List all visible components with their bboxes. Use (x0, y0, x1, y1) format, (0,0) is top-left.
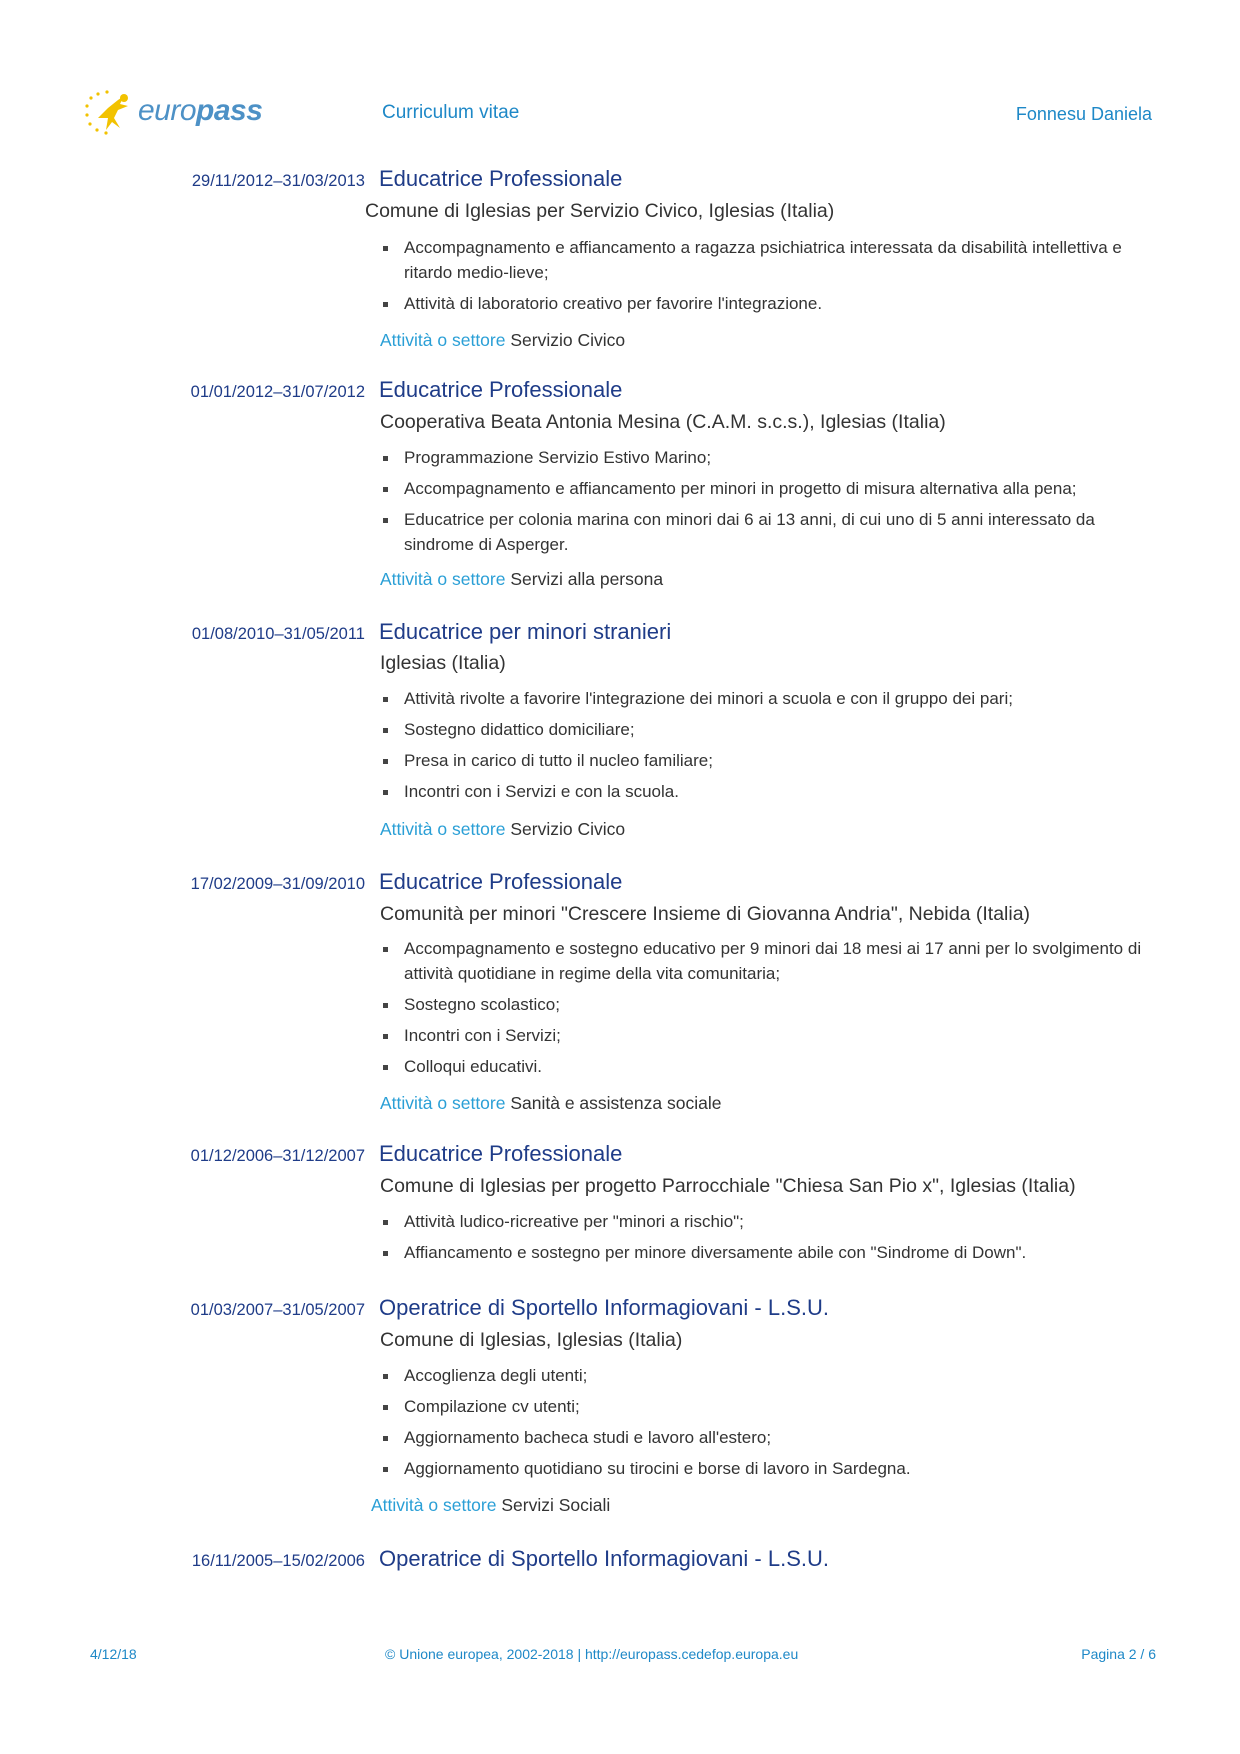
entry-date: 29/11/2012–31/03/2013 (191, 172, 365, 190)
entry-sector (380, 819, 625, 840)
entry-job-title: Operatrice di Sportello Informagiovani - L.S.U. (379, 1546, 829, 1571)
europass-logo (84, 88, 264, 136)
entry-employer: Cooperativa Beata Antonia Mesina (C.A.M. s.c.s.), Iglesias (Italia) (380, 411, 946, 433)
bullet-square-icon (383, 697, 388, 702)
entry-job-title: Educatrice Professionale (379, 377, 623, 402)
entry-job-title: Educatrice Professionale (379, 166, 623, 191)
bullet-square-icon (383, 487, 388, 492)
bullet-square-icon (383, 1467, 388, 1472)
entry-employer: Comune di Iglesias per Servizio Civico, Iglesias (Italia) (365, 200, 835, 222)
sector-value: Servizio Civico (510, 330, 626, 350)
bullet-square-icon (383, 1065, 388, 1070)
list-item: Accoglienza degli utenti; (382, 1363, 1162, 1388)
bullet-square-icon (383, 1034, 388, 1039)
bullet-square-icon (383, 1251, 388, 1256)
europass-star-figure-icon (84, 88, 144, 136)
entry-job-title: Educatrice Professionale (379, 869, 623, 894)
entry-sector (380, 1093, 721, 1114)
list-item: Accompagnamento e affiancamento per minori in progetto di misura alternativa alla pena; (382, 476, 1162, 501)
entry-date: 16/11/2005–15/02/2006 (191, 1552, 365, 1570)
entry-employer: Comunità per minori "Crescere Insieme di Giovanna Andria", Nebida (Italia) (380, 903, 1031, 925)
bullet-square-icon (383, 947, 388, 952)
entry-date: 17/02/2009–31/09/2010 (190, 875, 365, 893)
entry-sector (380, 569, 663, 590)
list-item: Compilazione cv utenti; (382, 1394, 1162, 1419)
sector-value: Sanità e assistenza sociale (510, 1093, 722, 1113)
europass-wordmark: europass (138, 94, 263, 127)
page-header (0, 80, 1240, 140)
sector-label: Attività o settore (371, 1495, 497, 1515)
list-item: Incontri con i Servizi e con la scuola. (382, 779, 1162, 804)
sector-label: Attività o settore (380, 1093, 506, 1113)
entry-date: 01/12/2006–31/12/2007 (190, 1147, 365, 1165)
document-title: Curriculum vitae (382, 102, 520, 123)
bullet-square-icon (383, 1405, 388, 1410)
entry-bullet-list (382, 235, 1162, 322)
entry-bullet-list (382, 445, 1162, 563)
sector-label: Attività o settore (380, 330, 506, 350)
page-footer (0, 1640, 1240, 1670)
entry-date: 01/08/2010–31/05/2011 (191, 625, 365, 643)
bullet-square-icon (383, 759, 388, 764)
entry-bullet-list (382, 936, 1162, 1085)
bullet-square-icon (383, 302, 388, 307)
sector-value: Servizio Civico (510, 819, 626, 839)
bullet-square-icon (383, 1003, 388, 1008)
list-item: Aggiornamento bacheca studi e lavoro all'estero; (382, 1425, 1162, 1450)
list-item: Educatrice per colonia marina con minori dai 6 ai 13 anni, di cui uno di 5 anni interessato da sindrome di Asperger. (382, 507, 1162, 557)
sector-value: Servizi alla persona (510, 569, 664, 589)
sector-label: Attività o settore (380, 819, 506, 839)
bullet-square-icon (383, 518, 388, 523)
bullet-square-icon (383, 1220, 388, 1225)
list-item: Affiancamento e sostegno per minore diversamente abile con "Sindrome di Down". (382, 1240, 1162, 1265)
bullet-square-icon (383, 246, 388, 251)
sector-label: Attività o settore (380, 569, 506, 589)
entry-employer: Comune di Iglesias per progetto Parrocchiale "Chiesa San Pio x", Iglesias (Italia) (380, 1175, 1076, 1197)
list-item: Programmazione Servizio Estivo Marino; (382, 445, 1162, 470)
sector-value: Servizi Sociali (501, 1495, 611, 1515)
entry-date: 01/01/2012–31/07/2012 (190, 383, 365, 401)
entry-bullet-list (382, 686, 1162, 810)
bullet-square-icon (383, 1436, 388, 1441)
list-item: Aggiornamento quotidiano su tirocini e borse di lavoro in Sardegna. (382, 1456, 1162, 1481)
list-item: Attività ludico-ricreative per "minori a rischio"; (382, 1209, 1162, 1234)
entry-sector (380, 330, 625, 351)
list-item: Colloqui educativi. (382, 1054, 1162, 1079)
list-item: Accompagnamento e sostegno educativo per 9 minori dai 18 mesi ai 17 anni per lo svolgimento di attività quotidiane in regime della vita comunitaria; (382, 936, 1162, 986)
entry-date: 01/03/2007–31/05/2007 (190, 1301, 365, 1319)
entry-bullet-list (382, 1209, 1162, 1271)
candidate-name: Fonnesu Daniela (1015, 104, 1152, 124)
list-item: Attività di laboratorio creativo per favorire l'integrazione. (382, 291, 1162, 316)
bullet-square-icon (383, 1374, 388, 1379)
entry-bullet-list (382, 1363, 1162, 1487)
entry-job-title: Operatrice di Sportello Informagiovani - L.S.U. (379, 1295, 829, 1320)
list-item: Sostegno didattico domiciliare; (382, 717, 1162, 742)
list-item: Attività rivolte a favorire l'integrazione dei minori a scuola e con il gruppo dei pari; (382, 686, 1162, 711)
bullet-square-icon (383, 728, 388, 733)
list-item: Presa in carico di tutto il nucleo familiare; (382, 748, 1162, 773)
bullet-square-icon (383, 456, 388, 461)
entry-employer: Iglesias (Italia) (380, 652, 506, 674)
entry-employer: Comune di Iglesias, Iglesias (Italia) (380, 1329, 683, 1351)
footer-date: 4/12/18 (90, 1646, 137, 1662)
footer-copyright: © Unione europea, 2002-2018 | http://europass.cedefop.europa.eu (385, 1646, 799, 1662)
list-item: Incontri con i Servizi; (382, 1023, 1162, 1048)
entry-job-title: Educatrice per minori stranieri (379, 619, 672, 644)
list-item: Sostegno scolastico; (382, 992, 1162, 1017)
entry-sector (371, 1495, 610, 1516)
list-item: Accompagnamento e affiancamento a ragazza psichiatrica interessata da disabilità intellettiva e ritardo medio-lieve; (382, 235, 1162, 285)
bullet-square-icon (383, 790, 388, 795)
footer-page-number: Pagina 2 / 6 (1081, 1646, 1156, 1662)
entry-job-title: Educatrice Professionale (379, 1141, 623, 1166)
